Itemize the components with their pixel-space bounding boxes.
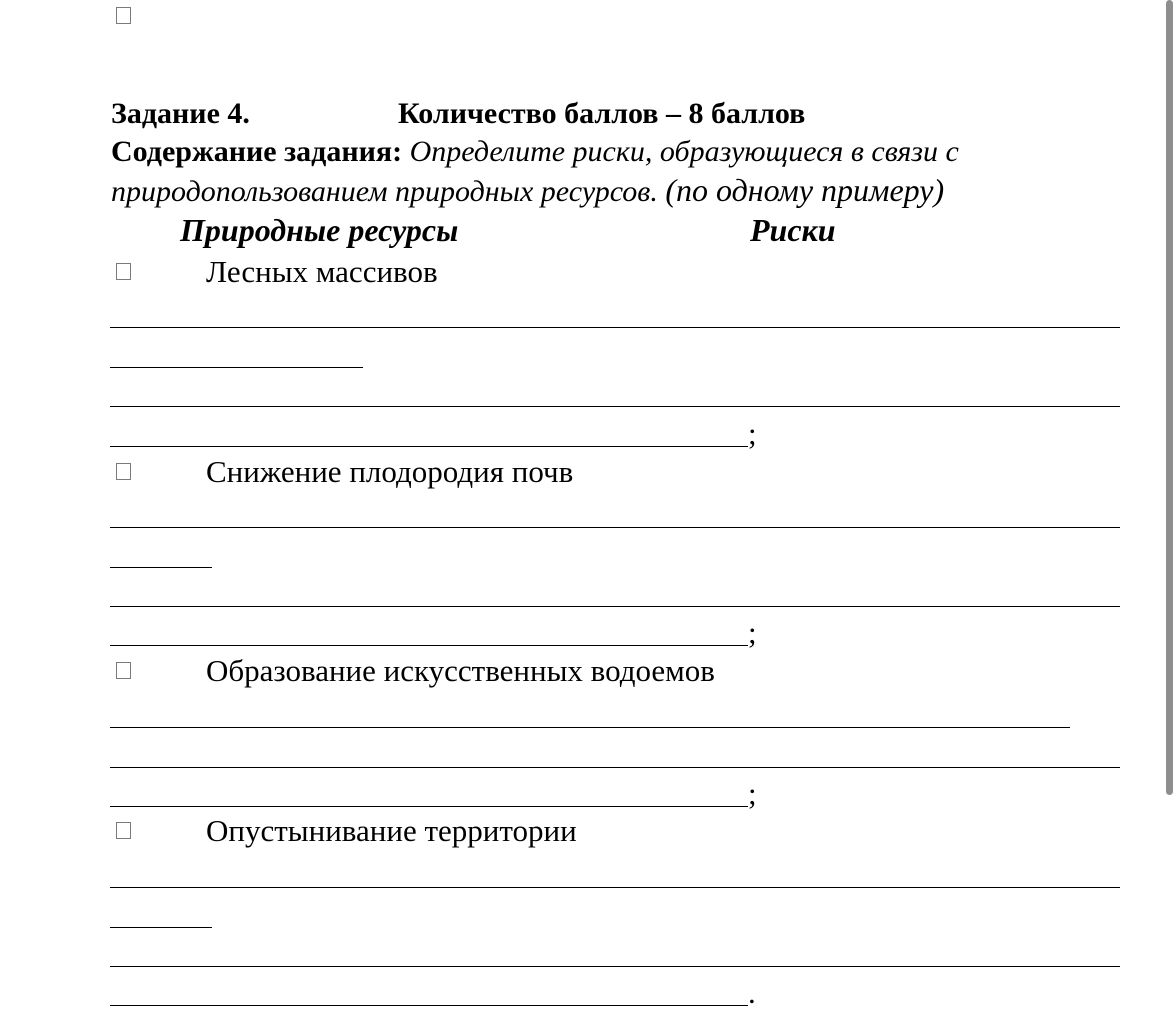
content-note: (по одному примеру) xyxy=(665,172,945,208)
scrollbar[interactable] xyxy=(1164,0,1176,1026)
bullet-box xyxy=(116,662,131,679)
answer-line xyxy=(110,367,363,368)
item-label: Опустынивание территории xyxy=(206,813,577,848)
answer-line xyxy=(110,567,212,568)
answer-line xyxy=(110,527,1120,528)
answer-line xyxy=(110,806,748,807)
item-label: Образование искусственных водоемов xyxy=(206,653,715,688)
column-header-risks: Риски xyxy=(750,212,836,248)
answer-line xyxy=(110,327,1120,328)
answer-line xyxy=(110,727,1070,728)
answer-line xyxy=(110,606,1120,607)
item-label: Снижение плодородия почв xyxy=(206,454,574,489)
answer-line xyxy=(110,887,1120,888)
end-punctuation: . xyxy=(748,975,756,1010)
scrollbar-thumb[interactable] xyxy=(1166,0,1173,795)
task-content-line2 xyxy=(111,172,944,210)
bullet-box xyxy=(116,7,131,24)
bullet-box xyxy=(116,822,131,839)
item-label: Лесных массивов xyxy=(206,254,438,289)
content-text-line2: природопользованием природных ресурсов. xyxy=(111,175,658,208)
answer-line xyxy=(110,446,748,447)
answer-line xyxy=(110,927,212,928)
end-punctuation: ; xyxy=(748,416,757,451)
answer-line xyxy=(110,406,1120,407)
task-number: Задание 4. xyxy=(111,97,250,130)
answer-line xyxy=(110,966,1120,967)
task-content xyxy=(111,134,959,170)
bullet-box xyxy=(116,263,131,280)
column-header-resources: Природные ресурсы xyxy=(180,212,459,248)
bullet-box xyxy=(116,463,131,480)
end-punctuation: ; xyxy=(748,615,757,650)
content-text-line1: Определите риски, образующиеся в связи с xyxy=(409,135,959,168)
answer-line xyxy=(110,1005,748,1006)
content-label: Содержание задания: xyxy=(111,135,403,168)
end-punctuation: ; xyxy=(748,776,757,811)
task-score: Количество баллов – 8 баллов xyxy=(398,97,806,130)
answer-line xyxy=(110,645,748,646)
answer-line xyxy=(110,767,1120,768)
